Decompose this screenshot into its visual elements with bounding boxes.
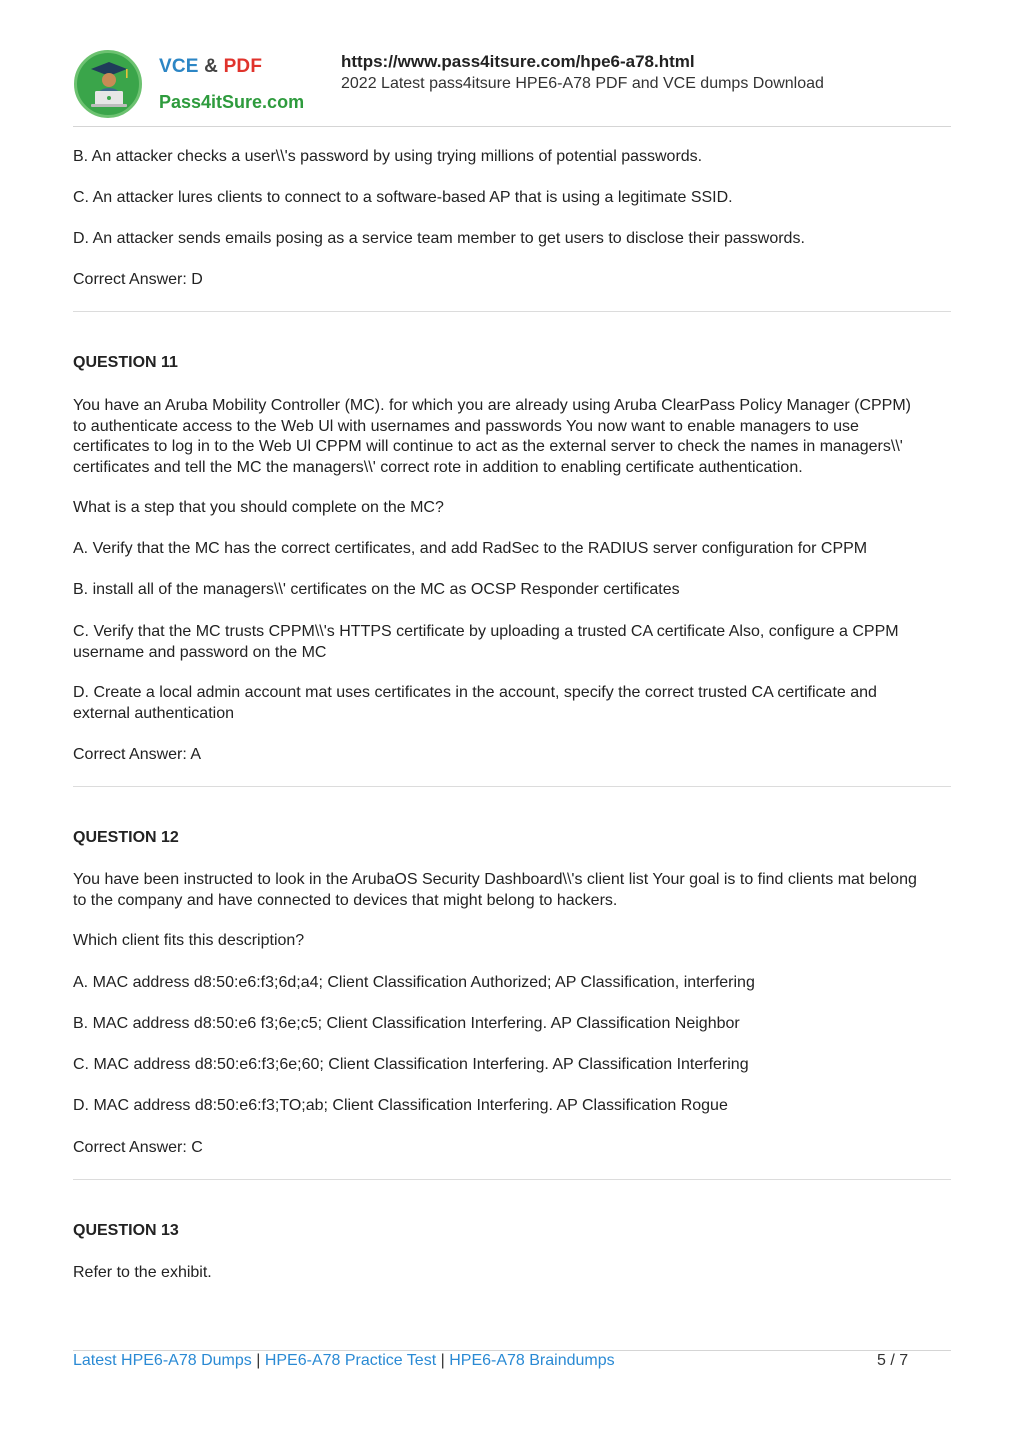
question-11-body-line: certificates to log in to the Web Ul CPPM will continue to act as the external server to check the names in managers\\': [73, 438, 903, 455]
logo-site-name: Pass4itSure.com: [159, 92, 305, 112]
footer-separator: |: [256, 1352, 261, 1369]
question-11-body-line: You have an Aruba Mobility Controller (MC). for which you are already using Aruba ClearPass Policy Manager (CPPM): [73, 397, 912, 414]
question-12-option-c: C. MAC address d8:50:e6:f3;6e;60; Client Classification Interfering. AP Classification Interfering: [73, 1056, 749, 1073]
question-11-body-line: to authenticate access to the Web Ul with usernames and passwords You now want to enable managers to use: [73, 417, 859, 435]
question-11-prompt: What is a step that you should complete on the MC?: [73, 499, 444, 516]
question-12-option-d: D. MAC address d8:50:e6:f3;TO;ab; Client Classification Interfering. AP Classification Rogue: [73, 1097, 728, 1114]
footer-separator: |: [440, 1352, 445, 1369]
question-11-title: QUESTION 11: [73, 354, 178, 371]
graduate-laptop-icon: [74, 50, 142, 118]
header-url[interactable]: https://www.pass4itsure.com/hpe6-a78.html: [341, 52, 695, 71]
question-12-option-a: A. MAC address d8:50:e6:f3;6d;a4; Client Classification Authorized; AP Classification, interfering: [73, 974, 755, 991]
question-12-option-b: B. MAC address d8:50:e6 f3;6e;c5; Client Classification Interfering. AP Classification Neighbor: [73, 1015, 740, 1032]
header-subtitle: 2022 Latest pass4itsure HPE6-A78 PDF and VCE dumps Download: [341, 75, 824, 92]
footer-links: [73, 1352, 615, 1370]
question-12-answer: Correct Answer: C: [73, 1139, 203, 1156]
correct-answer: Correct Answer: D: [73, 271, 203, 288]
vce-pdf-logo: [73, 46, 318, 122]
header-divider: [73, 126, 951, 127]
question-11-option-d: D. Create a local admin account mat uses certificates in the account, specify the correct trusted CA certificate and: [73, 684, 877, 701]
practice-test-link[interactable]: HPE6-A78 Practice Test: [264, 1352, 437, 1369]
question-11-option-c-cont: username and password on the MC: [73, 643, 327, 661]
question-13-body: Refer to the exhibit.: [73, 1264, 212, 1281]
question-11-option-d-cont: external authentication: [73, 704, 234, 722]
braindumps-link[interactable]: HPE6-A78 Braindumps: [449, 1352, 615, 1369]
page-number: 5 / 7: [877, 1352, 909, 1369]
option-b-text: B. An attacker checks a user\\'s password by using trying millions of potential passwords.: [73, 148, 703, 165]
question-12-body-line: You have been instructed to look in the ArubaOS Security Dashboard\\'s client list Your goal is to find clients mat belong: [73, 871, 917, 888]
footer-divider: [73, 1350, 951, 1351]
question-11-option-a: A. Verify that the MC has the correct certificates, and add RadSec to the RADIUS server configuration for CPPM: [73, 540, 868, 557]
question-12-body-line: to the company and have connected to devices that might belong to hackers.: [73, 891, 618, 909]
section-divider: [73, 1179, 951, 1180]
question-11-option-b: B. install all of the managers\\' certificates on the MC as OCSP Responder certificates: [73, 581, 680, 598]
option-c-text: C. An attacker lures clients to connect to a software-based AP that is using a legitimate SSID.: [73, 189, 733, 206]
logo-vce-text: VCE: [159, 56, 199, 77]
logo-amp-text: &: [204, 56, 219, 77]
question-11-option-c: C. Verify that the MC trusts CPPM\\'s HTTPS certificate by uploading a trusted CA certificate Also, configure a CPPM: [73, 623, 899, 640]
option-d-text: D. An attacker sends emails posing as a service team member to get users to disclose their passwords.: [73, 230, 805, 247]
logo-pdf-text: PDF: [223, 56, 263, 77]
question-11-body-line: certificates and tell the MC the managers\\' correct rote in addition to enabling certificate authentication.: [73, 458, 803, 476]
latest-dumps-link[interactable]: Latest HPE6-A78 Dumps: [73, 1352, 252, 1369]
logo-title: [159, 56, 262, 78]
section-divider: [73, 786, 951, 787]
question-11-answer: Correct Answer: A: [73, 746, 202, 763]
page-header: [73, 44, 951, 126]
question-13-title: QUESTION 13: [73, 1222, 179, 1239]
question-12-prompt: Which client fits this description?: [73, 932, 305, 949]
section-divider: [73, 311, 951, 312]
question-12-title: QUESTION 12: [73, 829, 179, 846]
